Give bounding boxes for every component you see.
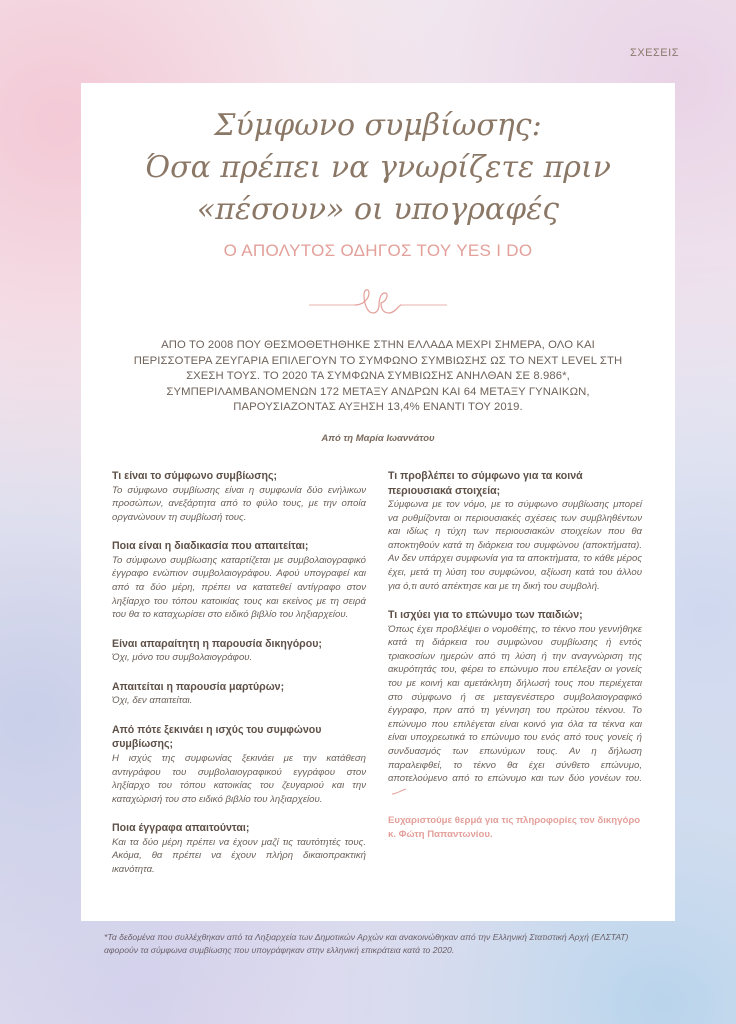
- article-card: [81, 83, 675, 921]
- answer-text: Όπως έχει προβλέψει ο νομοθέτης, το τέκνο που γεννήθηκε κατά τη διάρκεια του συμφώνου συμβίωσης ή εντός τριακοσίων ημερών από τη λύση ή την αναγνώριση της ακυρότητάς του, φέρει το επώνυμο που επέλεξαν οι γονείς του με κοινή και αμετάκλητη δήλωσή τους που περιέχεται στο σύμφωνο ή σε μεταγενέστερο συμβολαιογραφικό έγγραφο, πριν από τη γέννηση του πρώτου τέκνου. Το επώνυμο που επιλέγεται είναι κοινό για όλα τα τέκνα και είναι υποχρεωτικά το επώνυμο του ενός από τους γονείς ή συνδυασμός των επωνύμων τους. Αν η δήλωση παραλειφθεί, το τέκνο θα έχει σύνθετο επώνυμο, αποτελούμενο από το επώνυμο και των δύο γονέων του.: [388, 623, 642, 785]
- answer: [388, 623, 642, 800]
- question: Τι είναι το σύμφωνο συμβίωσης;: [112, 470, 278, 482]
- answer: Και τα δύο μέρη πρέπει να έχουν μαζί τις ταυτότητές τους. Ακόμα, θα πρέπει να έχουν πλήρη δικαιοπρακτική ικανότητα.: [112, 836, 366, 875]
- question: Είναι απαραίτητη η παρουσία δικηγόρου;: [112, 637, 322, 650]
- answer: Όχι, μόνο του συμβολαιογράφου.: [112, 652, 253, 664]
- article-title: [81, 105, 675, 231]
- title-line: Όσα πρέπει να γνωρίζετε πριν: [145, 150, 611, 185]
- question: Ποια είναι η διαδικασία που απαιτείται;: [112, 540, 309, 553]
- left-column: [112, 469, 366, 892]
- answer: Όχι, δεν απαιτείται.: [112, 695, 193, 707]
- question: Ποια έγγραφα απαιτούνται;: [112, 822, 250, 835]
- qa-item: [112, 821, 366, 876]
- title-line: Σύμφωνο συμβίωσης:: [214, 108, 542, 143]
- qa-item: [388, 608, 642, 799]
- answer: Το σύμφωνο συμβίωσης καταρτίζεται με συμβολαιογραφικό έγγραφο ενώπιον συμβολαιογράφου. Αφού υπογραφεί και από τα δύο μέρη, πρέπει να κατατεθεί αντίγραφο στον ληξίαρχο του τόπου κατοικίας τους και εκείνος με τη σειρά του θα το καταχωρίσει στο ειδικό βιβλίο του ληξιαρχείου.: [112, 554, 366, 621]
- question: Από πότε ξεκινάει η ισχύς του συμφώνου συμβίωσης;: [112, 723, 322, 751]
- byline: Από τη Μαρία Ιωαννάτου: [321, 433, 435, 444]
- question: Τι προβλέπει το σύμφωνο για τα κοινά περιουσιακά στοιχεία;: [388, 470, 583, 497]
- footnote: *Τα δεδομένα που συλλέχθηκαν από τα Ληξιαρχεία των Δημοτικών Αρχών και ανακοινώθηκαν από την Ελληνική Στατιστική Αρχή (ΕΛΣΤΑΤ) αφορούν τα σύμφωνα συμβίωσης που υπογράφηκαν στην ελληνική επικράτεια κατά το 2020.: [104, 932, 629, 955]
- answer: Σύμφωνα με τον νόμο, με το σύμφωνο συμβίωσης μπορεί να ρυθμίζονται οι περιουσιακές σχέσεις των συμβληθέντων και ιδίως η τύχη των περιουσιακών στοιχείων που θα αποκτηθούν κατά τη διάρκεια του συμφώνου (αποκτήματα). Αν δεν υπάρχει συμφωνία για τα αποκτήματα, το κάθε μέρος έχει, μετά τη λύση του συμφώνου, αξίωση κατά του άλλου για ό,τι αυτό απέκτησε και με τη δική του συμβολή.: [388, 499, 642, 592]
- answer: Το σύμφωνο συμβίωσης είναι η συμφωνία δύο ενήλικων προσώπων, ανεξάρτητα από το φύλο τους, με την οποία οργανώνουν τη συμβίωσή τους.: [112, 484, 366, 523]
- thanks-note: Ευχαριστούμε θερμά για τις πληροφορίες τον δικηγόρο κ. Φώτη Παπαντωνίου.: [388, 815, 641, 840]
- right-column: [388, 469, 642, 842]
- pen-stroke-icon: [391, 788, 407, 796]
- article-subtitle: Ο ΑΠΟΛΥΤΟΣ ΟΔΗΓΟΣ ΤΟΥ YES I DO: [223, 241, 533, 260]
- answer: Η ισχύς της συμφωνίας ξεκινάει με την κατάθεση αντιγράφου του συμβολαιογραφικού εγγράφου στον ληξίαρχο του τόπου κατοικίας του ζευγαριού και την καταχώρισή του στο ειδικό βιβλίο του ληξιαρχείου.: [112, 752, 366, 805]
- qa-item: [388, 469, 642, 593]
- section-label: ΣΧΕΣΕΙΣ: [630, 47, 679, 59]
- qa-item: [112, 637, 366, 665]
- qa-item: [112, 539, 366, 621]
- question: Απαιτείται η παρουσία μαρτύρων;: [112, 680, 285, 693]
- article-intro: ΑΠΟ ΤΟ 2008 ΠΟΥ ΘΕΣΜΟΘΕΤΗΘΗΚΕ ΣΤΗΝ ΕΛΛΑΔΑ ΜΕΧΡΙ ΣΗΜΕΡΑ, ΟΛΟ ΚΑΙ ΠΕΡΙΣΣΟΤΕΡΑ ΖΕΥΓΑΡΙΑ ΕΠΙΛΕΓΟΥΝ ΤΟ ΣΥΜΦΩΝΟ ΣΥΜΒΙΩΣΗΣ ΩΣ ΤΟ NEXT LEVEL ΣΤΗ ΣΧΕΣΗ ΤΟΥΣ. ΤΟ 2020 ΤΑ ΣΥΜΦΩΝΑ ΣΥΜΒΙΩΣΗΣ ΑΝΗΛΘΑΝ ΣΕ 8.986*, ΣΥΜΠΕΡΙΛΑΜΒΑΝΟΜΕΝΩΝ 172 ΜΕΤΑΞΥ ΑΝΔΡΩΝ ΚΑΙ 64 ΜΕΤΑΞΥ ΓΥΝΑΙΚΩΝ, ΠΑΡΟΥΣΙΑΖΟΝΤΑΣ ΑΥΞΗΣΗ 13,4% ΕΝΑΝΤΙ ΤΟΥ 2019.: [133, 339, 623, 414]
- qa-item: [112, 680, 366, 708]
- question: Τι ισχύει για το επώνυμο των παιδιών;: [388, 609, 583, 622]
- qa-item: [112, 469, 366, 524]
- qa-item: [112, 723, 366, 806]
- flourish-ornament-icon: [307, 283, 449, 323]
- title-line: «πέσουν» οι υπογραφές: [196, 192, 560, 227]
